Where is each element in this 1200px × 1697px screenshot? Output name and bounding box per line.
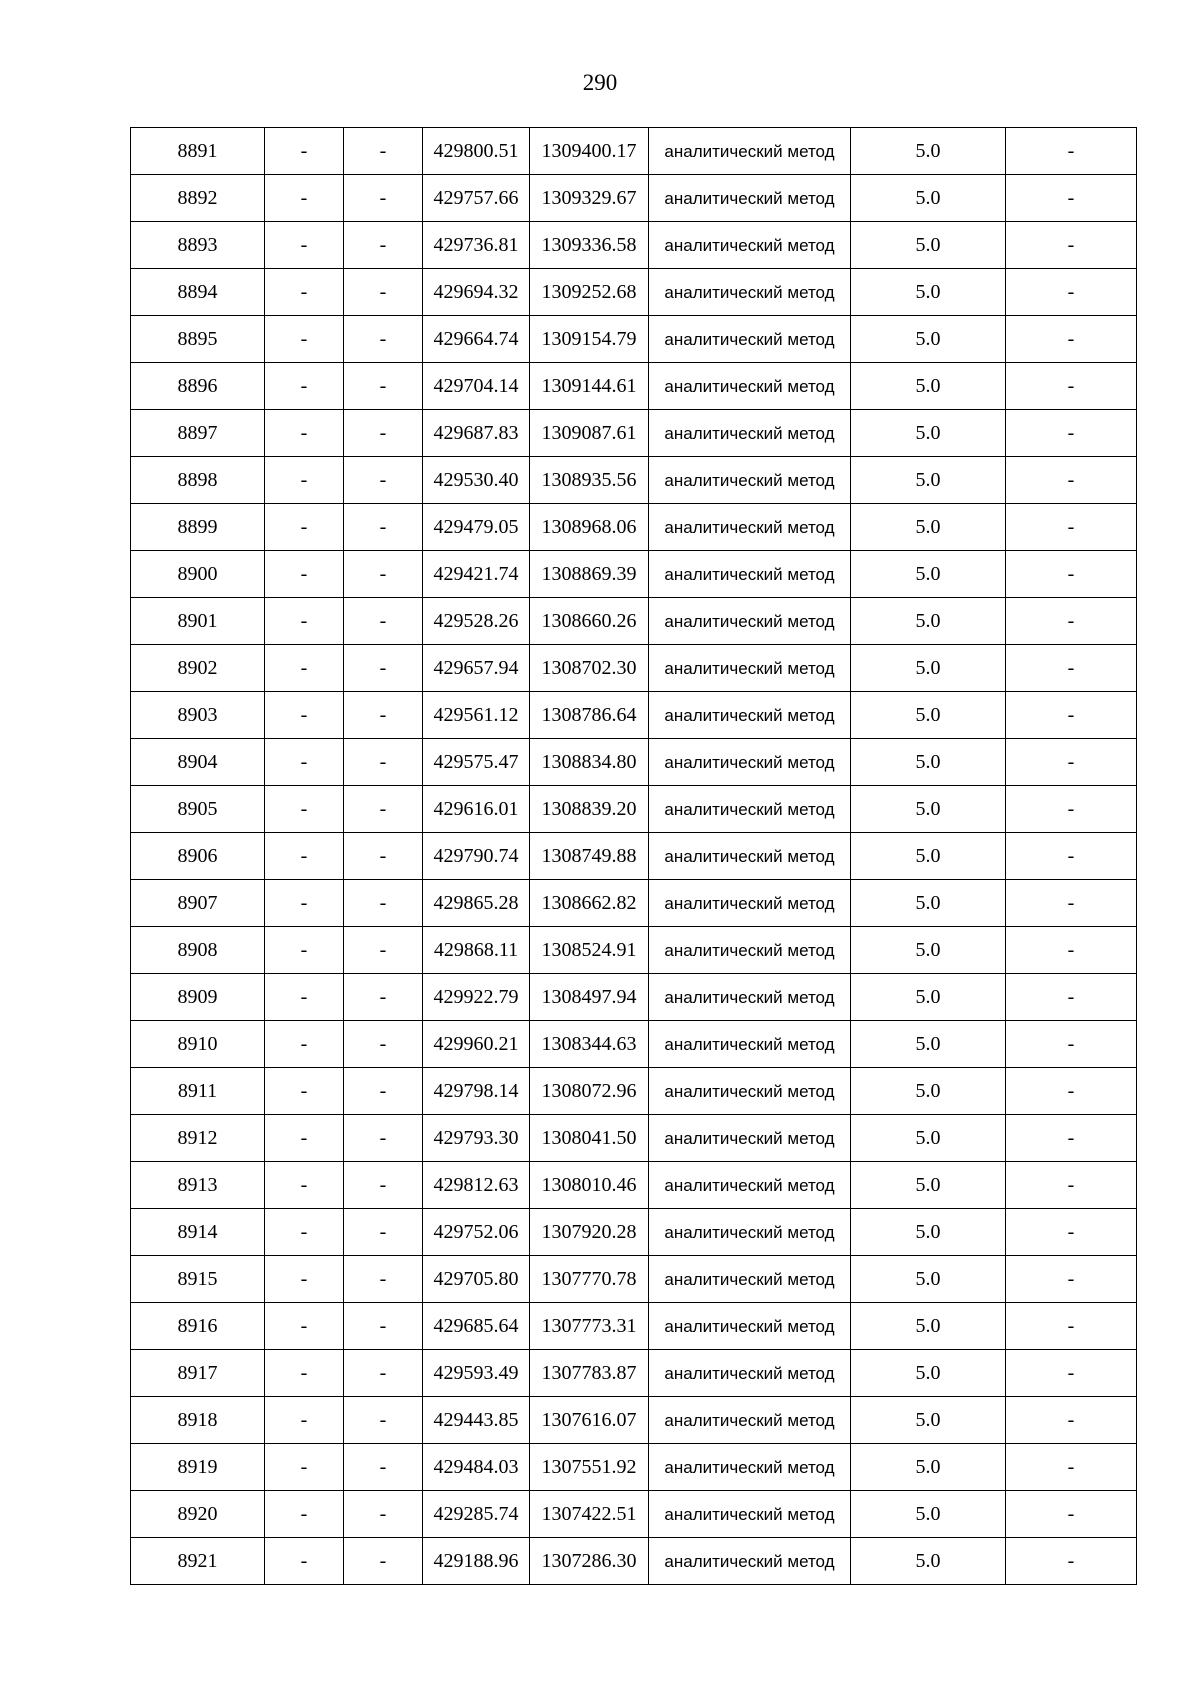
method-cell: аналитический метод [649, 786, 851, 833]
accuracy-cell: 5.0 [851, 222, 1006, 269]
dash-cell: - [344, 1538, 423, 1585]
y-coordinate-cell: 1309087.61 [530, 410, 649, 457]
dash-cell: - [1006, 598, 1137, 645]
accuracy-cell: 5.0 [851, 692, 1006, 739]
coordinates-table [130, 127, 1137, 1585]
point-number-cell: 8910 [131, 1021, 265, 1068]
dash-cell: - [265, 1397, 344, 1444]
method-cell: аналитический метод [649, 1538, 851, 1585]
dash-cell: - [1006, 316, 1137, 363]
accuracy-cell: 5.0 [851, 1350, 1006, 1397]
accuracy-cell: 5.0 [851, 1162, 1006, 1209]
dash-cell: - [344, 833, 423, 880]
method-cell: аналитический метод [649, 410, 851, 457]
point-number-cell: 8891 [131, 128, 265, 175]
dash-cell: - [265, 833, 344, 880]
point-number-cell: 8909 [131, 974, 265, 1021]
x-coordinate-cell: 429575.47 [423, 739, 530, 786]
table-row [131, 833, 1137, 880]
dash-cell: - [344, 786, 423, 833]
y-coordinate-cell: 1308010.46 [530, 1162, 649, 1209]
dash-cell: - [265, 692, 344, 739]
table-row [131, 457, 1137, 504]
dash-cell: - [1006, 833, 1137, 880]
y-coordinate-cell: 1308524.91 [530, 927, 649, 974]
table-row [131, 269, 1137, 316]
y-coordinate-cell: 1307783.87 [530, 1350, 649, 1397]
method-cell: аналитический метод [649, 1068, 851, 1115]
point-number-cell: 8898 [131, 457, 265, 504]
dash-cell: - [1006, 410, 1137, 457]
dash-cell: - [1006, 222, 1137, 269]
dash-cell: - [265, 1256, 344, 1303]
dash-cell: - [344, 1115, 423, 1162]
dash-cell: - [265, 363, 344, 410]
y-coordinate-cell: 1307422.51 [530, 1491, 649, 1538]
point-number-cell: 8912 [131, 1115, 265, 1162]
y-coordinate-cell: 1307616.07 [530, 1397, 649, 1444]
accuracy-cell: 5.0 [851, 645, 1006, 692]
table-row [131, 974, 1137, 1021]
accuracy-cell: 5.0 [851, 927, 1006, 974]
accuracy-cell: 5.0 [851, 175, 1006, 222]
x-coordinate-cell: 429530.40 [423, 457, 530, 504]
y-coordinate-cell: 1308662.82 [530, 880, 649, 927]
point-number-cell: 8915 [131, 1256, 265, 1303]
dash-cell: - [1006, 457, 1137, 504]
table-row [131, 786, 1137, 833]
point-number-cell: 8896 [131, 363, 265, 410]
method-cell: аналитический метод [649, 1209, 851, 1256]
dash-cell: - [265, 1021, 344, 1068]
dash-cell: - [344, 1021, 423, 1068]
point-number-cell: 8903 [131, 692, 265, 739]
dash-cell: - [344, 1303, 423, 1350]
table-row [131, 692, 1137, 739]
x-coordinate-cell: 429868.11 [423, 927, 530, 974]
table-row [131, 504, 1137, 551]
x-coordinate-cell: 429685.64 [423, 1303, 530, 1350]
x-coordinate-cell: 429812.63 [423, 1162, 530, 1209]
dash-cell: - [1006, 1115, 1137, 1162]
method-cell: аналитический метод [649, 927, 851, 974]
accuracy-cell: 5.0 [851, 551, 1006, 598]
point-number-cell: 8917 [131, 1350, 265, 1397]
x-coordinate-cell: 429800.51 [423, 128, 530, 175]
dash-cell: - [344, 175, 423, 222]
table-row [131, 1397, 1137, 1444]
dash-cell: - [344, 269, 423, 316]
point-number-cell: 8911 [131, 1068, 265, 1115]
method-cell: аналитический метод [649, 1491, 851, 1538]
dash-cell: - [265, 316, 344, 363]
table-row [131, 598, 1137, 645]
accuracy-cell: 5.0 [851, 410, 1006, 457]
y-coordinate-cell: 1308660.26 [530, 598, 649, 645]
dash-cell: - [344, 410, 423, 457]
point-number-cell: 8907 [131, 880, 265, 927]
point-number-cell: 8914 [131, 1209, 265, 1256]
dash-cell: - [344, 598, 423, 645]
page-number: 290 [582, 70, 618, 95]
dash-cell: - [265, 457, 344, 504]
dash-cell: - [265, 1068, 344, 1115]
point-number-cell: 8902 [131, 645, 265, 692]
table-body [131, 128, 1137, 1585]
accuracy-cell: 5.0 [851, 457, 1006, 504]
y-coordinate-cell: 1308702.30 [530, 645, 649, 692]
accuracy-cell: 5.0 [851, 974, 1006, 1021]
x-coordinate-cell: 429188.96 [423, 1538, 530, 1585]
point-number-cell: 8920 [131, 1491, 265, 1538]
method-cell: аналитический метод [649, 175, 851, 222]
dash-cell: - [344, 927, 423, 974]
dash-cell: - [265, 880, 344, 927]
point-number-cell: 8892 [131, 175, 265, 222]
x-coordinate-cell: 429484.03 [423, 1444, 530, 1491]
accuracy-cell: 5.0 [851, 269, 1006, 316]
table-row [131, 1162, 1137, 1209]
table-row [131, 363, 1137, 410]
point-number-cell: 8901 [131, 598, 265, 645]
dash-cell: - [265, 1115, 344, 1162]
y-coordinate-cell: 1308041.50 [530, 1115, 649, 1162]
method-cell: аналитический метод [649, 457, 851, 504]
y-coordinate-cell: 1308072.96 [530, 1068, 649, 1115]
table-row [131, 927, 1137, 974]
table-row [131, 1538, 1137, 1585]
accuracy-cell: 5.0 [851, 1115, 1006, 1162]
dash-cell: - [1006, 1397, 1137, 1444]
y-coordinate-cell: 1308786.64 [530, 692, 649, 739]
method-cell: аналитический метод [649, 551, 851, 598]
dash-cell: - [1006, 880, 1137, 927]
dash-cell: - [265, 128, 344, 175]
method-cell: аналитический метод [649, 739, 851, 786]
dash-cell: - [1006, 786, 1137, 833]
dash-cell: - [1006, 1162, 1137, 1209]
x-coordinate-cell: 429687.83 [423, 410, 530, 457]
accuracy-cell: 5.0 [851, 1444, 1006, 1491]
y-coordinate-cell: 1308749.88 [530, 833, 649, 880]
method-cell: аналитический метод [649, 1115, 851, 1162]
dash-cell: - [265, 1209, 344, 1256]
y-coordinate-cell: 1309400.17 [530, 128, 649, 175]
accuracy-cell: 5.0 [851, 833, 1006, 880]
method-cell: аналитический метод [649, 269, 851, 316]
dash-cell: - [344, 1256, 423, 1303]
method-cell: аналитический метод [649, 1303, 851, 1350]
dash-cell: - [344, 692, 423, 739]
dash-cell: - [344, 457, 423, 504]
dash-cell: - [344, 645, 423, 692]
table-row [131, 739, 1137, 786]
x-coordinate-cell: 429757.66 [423, 175, 530, 222]
x-coordinate-cell: 429793.30 [423, 1115, 530, 1162]
dash-cell: - [344, 1350, 423, 1397]
point-number-cell: 8921 [131, 1538, 265, 1585]
method-cell: аналитический метод [649, 692, 851, 739]
x-coordinate-cell: 429798.14 [423, 1068, 530, 1115]
accuracy-cell: 5.0 [851, 1538, 1006, 1585]
y-coordinate-cell: 1308344.63 [530, 1021, 649, 1068]
y-coordinate-cell: 1309154.79 [530, 316, 649, 363]
method-cell: аналитический метод [649, 363, 851, 410]
table-row [131, 1491, 1137, 1538]
point-number-cell: 8897 [131, 410, 265, 457]
dash-cell: - [265, 1303, 344, 1350]
dash-cell: - [344, 1209, 423, 1256]
y-coordinate-cell: 1307920.28 [530, 1209, 649, 1256]
x-coordinate-cell: 429705.80 [423, 1256, 530, 1303]
point-number-cell: 8918 [131, 1397, 265, 1444]
dash-cell: - [344, 1397, 423, 1444]
accuracy-cell: 5.0 [851, 316, 1006, 363]
dash-cell: - [265, 1162, 344, 1209]
dash-cell: - [1006, 1068, 1137, 1115]
dash-cell: - [265, 222, 344, 269]
y-coordinate-cell: 1308834.80 [530, 739, 649, 786]
table-row [131, 1444, 1137, 1491]
point-number-cell: 8916 [131, 1303, 265, 1350]
x-coordinate-cell: 429593.49 [423, 1350, 530, 1397]
dash-cell: - [1006, 974, 1137, 1021]
dash-cell: - [1006, 1350, 1137, 1397]
accuracy-cell: 5.0 [851, 1397, 1006, 1444]
accuracy-cell: 5.0 [851, 786, 1006, 833]
dash-cell: - [1006, 175, 1137, 222]
dash-cell: - [265, 1350, 344, 1397]
dash-cell: - [265, 1491, 344, 1538]
dash-cell: - [344, 739, 423, 786]
table-row [131, 1350, 1137, 1397]
dash-cell: - [344, 316, 423, 363]
dash-cell: - [265, 645, 344, 692]
table-row [131, 1209, 1137, 1256]
dash-cell: - [344, 1162, 423, 1209]
x-coordinate-cell: 429561.12 [423, 692, 530, 739]
y-coordinate-cell: 1307770.78 [530, 1256, 649, 1303]
point-number-cell: 8913 [131, 1162, 265, 1209]
point-number-cell: 8906 [131, 833, 265, 880]
dash-cell: - [1006, 504, 1137, 551]
point-number-cell: 8895 [131, 316, 265, 363]
dash-cell: - [1006, 739, 1137, 786]
x-coordinate-cell: 429736.81 [423, 222, 530, 269]
y-coordinate-cell: 1309252.68 [530, 269, 649, 316]
x-coordinate-cell: 429790.74 [423, 833, 530, 880]
dash-cell: - [344, 1444, 423, 1491]
table-row [131, 1115, 1137, 1162]
method-cell: аналитический метод [649, 1021, 851, 1068]
dash-cell: - [1006, 927, 1137, 974]
x-coordinate-cell: 429752.06 [423, 1209, 530, 1256]
dash-cell: - [344, 1068, 423, 1115]
table-row [131, 175, 1137, 222]
point-number-cell: 8905 [131, 786, 265, 833]
accuracy-cell: 5.0 [851, 1491, 1006, 1538]
y-coordinate-cell: 1307773.31 [530, 1303, 649, 1350]
y-coordinate-cell: 1308497.94 [530, 974, 649, 1021]
method-cell: аналитический метод [649, 1256, 851, 1303]
dash-cell: - [344, 880, 423, 927]
y-coordinate-cell: 1307551.92 [530, 1444, 649, 1491]
x-coordinate-cell: 429421.74 [423, 551, 530, 598]
x-coordinate-cell: 429704.14 [423, 363, 530, 410]
dash-cell: - [344, 551, 423, 598]
y-coordinate-cell: 1307286.30 [530, 1538, 649, 1585]
dash-cell: - [344, 1491, 423, 1538]
accuracy-cell: 5.0 [851, 1256, 1006, 1303]
method-cell: аналитический метод [649, 1350, 851, 1397]
dash-cell: - [344, 504, 423, 551]
dash-cell: - [1006, 1021, 1137, 1068]
method-cell: аналитический метод [649, 1162, 851, 1209]
point-number-cell: 8899 [131, 504, 265, 551]
x-coordinate-cell: 429616.01 [423, 786, 530, 833]
method-cell: аналитический метод [649, 833, 851, 880]
y-coordinate-cell: 1309336.58 [530, 222, 649, 269]
dash-cell: - [1006, 551, 1137, 598]
accuracy-cell: 5.0 [851, 598, 1006, 645]
method-cell: аналитический метод [649, 222, 851, 269]
method-cell: аналитический метод [649, 504, 851, 551]
x-coordinate-cell: 429528.26 [423, 598, 530, 645]
dash-cell: - [265, 269, 344, 316]
method-cell: аналитический метод [649, 1444, 851, 1491]
dash-cell: - [1006, 128, 1137, 175]
dash-cell: - [265, 739, 344, 786]
point-number-cell: 8900 [131, 551, 265, 598]
table-row [131, 1303, 1137, 1350]
method-cell: аналитический метод [649, 974, 851, 1021]
accuracy-cell: 5.0 [851, 880, 1006, 927]
dash-cell: - [265, 504, 344, 551]
dash-cell: - [265, 410, 344, 457]
x-coordinate-cell: 429657.94 [423, 645, 530, 692]
dash-cell: - [1006, 645, 1137, 692]
method-cell: аналитический метод [649, 880, 851, 927]
accuracy-cell: 5.0 [851, 1209, 1006, 1256]
dash-cell: - [1006, 1444, 1137, 1491]
accuracy-cell: 5.0 [851, 504, 1006, 551]
y-coordinate-cell: 1309144.61 [530, 363, 649, 410]
dash-cell: - [1006, 363, 1137, 410]
accuracy-cell: 5.0 [851, 363, 1006, 410]
dash-cell: - [265, 1444, 344, 1491]
x-coordinate-cell: 429865.28 [423, 880, 530, 927]
dash-cell: - [265, 974, 344, 1021]
accuracy-cell: 5.0 [851, 1068, 1006, 1115]
table-row [131, 1256, 1137, 1303]
point-number-cell: 8919 [131, 1444, 265, 1491]
table-row [131, 316, 1137, 363]
dash-cell: - [265, 175, 344, 222]
point-number-cell: 8893 [131, 222, 265, 269]
point-number-cell: 8908 [131, 927, 265, 974]
x-coordinate-cell: 429479.05 [423, 504, 530, 551]
y-coordinate-cell: 1309329.67 [530, 175, 649, 222]
table-row [131, 222, 1137, 269]
dash-cell: - [265, 786, 344, 833]
x-coordinate-cell: 429694.32 [423, 269, 530, 316]
dash-cell: - [1006, 1209, 1137, 1256]
x-coordinate-cell: 429664.74 [423, 316, 530, 363]
x-coordinate-cell: 429922.79 [423, 974, 530, 1021]
point-number-cell: 8894 [131, 269, 265, 316]
y-coordinate-cell: 1308839.20 [530, 786, 649, 833]
dash-cell: - [1006, 1303, 1137, 1350]
method-cell: аналитический метод [649, 598, 851, 645]
y-coordinate-cell: 1308935.56 [530, 457, 649, 504]
table-row [131, 410, 1137, 457]
dash-cell: - [344, 363, 423, 410]
method-cell: аналитический метод [649, 128, 851, 175]
dash-cell: - [265, 551, 344, 598]
dash-cell: - [1006, 1491, 1137, 1538]
table-row [131, 128, 1137, 175]
dash-cell: - [344, 222, 423, 269]
accuracy-cell: 5.0 [851, 1021, 1006, 1068]
x-coordinate-cell: 429443.85 [423, 1397, 530, 1444]
method-cell: аналитический метод [649, 1397, 851, 1444]
table-row [131, 645, 1137, 692]
accuracy-cell: 5.0 [851, 128, 1006, 175]
dash-cell: - [1006, 692, 1137, 739]
dash-cell: - [1006, 1256, 1137, 1303]
dash-cell: - [265, 598, 344, 645]
method-cell: аналитический метод [649, 316, 851, 363]
point-number-cell: 8904 [131, 739, 265, 786]
dash-cell: - [265, 1538, 344, 1585]
x-coordinate-cell: 429960.21 [423, 1021, 530, 1068]
dash-cell: - [344, 974, 423, 1021]
y-coordinate-cell: 1308968.06 [530, 504, 649, 551]
dash-cell: - [1006, 269, 1137, 316]
x-coordinate-cell: 429285.74 [423, 1491, 530, 1538]
table-row [131, 1021, 1137, 1068]
dash-cell: - [265, 927, 344, 974]
accuracy-cell: 5.0 [851, 739, 1006, 786]
y-coordinate-cell: 1308869.39 [530, 551, 649, 598]
dash-cell: - [1006, 1538, 1137, 1585]
table-row [131, 880, 1137, 927]
dash-cell: - [344, 128, 423, 175]
table-row [131, 1068, 1137, 1115]
accuracy-cell: 5.0 [851, 1303, 1006, 1350]
method-cell: аналитический метод [649, 645, 851, 692]
table-row [131, 551, 1137, 598]
